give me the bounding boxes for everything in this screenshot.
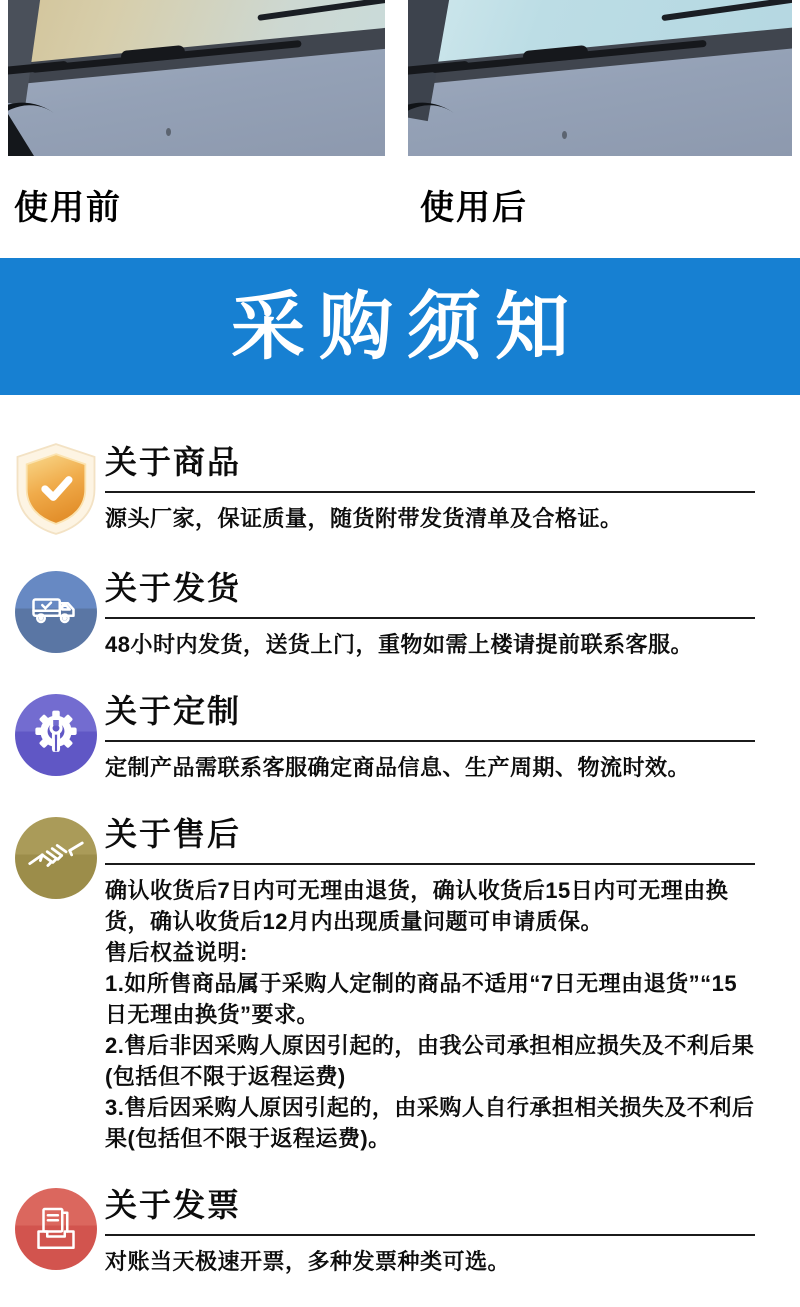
section-icon-wrap <box>15 813 105 1154</box>
section-divider <box>105 617 755 619</box>
section-title: 关于商品 <box>105 444 242 480</box>
section-divider <box>105 491 755 493</box>
gear-wrench-icon <box>15 694 97 776</box>
delivery-truck-icon <box>26 582 86 642</box>
shield-check-icon <box>12 441 100 537</box>
section-text-line: 源头厂家，保证质量，随货附带发货清单及合格证。 <box>105 506 623 531</box>
hood-speck <box>166 128 171 136</box>
invoice-printer-icon <box>26 1199 86 1259</box>
section-text-line: 48小时内发货，送货上门，重物如需上楼请提前联系客服。 <box>105 632 693 657</box>
section-body <box>105 503 755 534</box>
section-text-line: 3.售后因采购人原因引起的，由采购人自行承担相关损失及不利后果(包括但不限于返程运费)。 <box>105 1095 755 1151</box>
notice-banner <box>0 258 800 395</box>
invoice-printer-icon <box>15 1188 97 1270</box>
section-icon-wrap <box>15 567 105 660</box>
hood-speck <box>562 131 567 139</box>
before-photo <box>8 0 385 156</box>
section-title: 关于发货 <box>105 570 242 606</box>
section-icon-wrap <box>15 441 105 537</box>
section-title: 关于售后 <box>105 816 242 852</box>
info-section-product <box>15 441 755 537</box>
section-body <box>105 629 755 660</box>
section-title: 关于定制 <box>105 693 242 729</box>
gear-wrench-icon <box>26 705 86 765</box>
section-text-line: 定制产品需联系客服确定商品信息、生产周期、物流时效。 <box>105 755 691 780</box>
section-text-line: 1.如所售商品属于采购人定制的商品不适用“7日无理由退货”“15日无理由换货”要求。 <box>105 971 738 1027</box>
delivery-truck-icon <box>15 571 97 653</box>
before-after-comparison <box>0 0 800 228</box>
section-divider <box>105 863 755 865</box>
fender-corner <box>8 114 34 156</box>
info-section-shipping <box>15 567 755 660</box>
section-divider <box>105 1234 755 1236</box>
section-icon-wrap <box>15 690 105 783</box>
info-section-customization <box>15 690 755 783</box>
info-section-invoice <box>15 1184 755 1277</box>
notice-sections <box>0 441 800 1307</box>
section-body <box>105 1246 755 1277</box>
section-text-line: 确认收货后7日内可无理由退货，确认收货后15日内可无理由换货，确认收货后12月内出现质量问题可申请质保。 <box>105 878 729 934</box>
section-text-line: 对账当天极速开票，多种发票种类可选。 <box>105 1249 511 1274</box>
section-body <box>105 875 755 1154</box>
section-icon-wrap <box>15 1184 105 1277</box>
shield-check-icon <box>12 441 100 537</box>
section-text-line: 2.售后非因采购人原因引起的，由我公司承担相应损失及不利后果(包括但不限于返程运费) <box>105 1033 755 1089</box>
before-label: 使用前 <box>14 189 122 227</box>
after-label: 使用后 <box>420 189 528 227</box>
banner-title: 采购须知 <box>231 284 583 368</box>
handshake-icon <box>15 817 97 899</box>
info-section-aftersales <box>15 813 755 1154</box>
section-divider <box>105 740 755 742</box>
section-title: 关于发票 <box>105 1187 242 1223</box>
handshake-icon <box>26 828 86 888</box>
after-photo <box>408 0 792 156</box>
section-text-line: 售后权益说明: <box>105 940 248 965</box>
section-body <box>105 752 755 783</box>
